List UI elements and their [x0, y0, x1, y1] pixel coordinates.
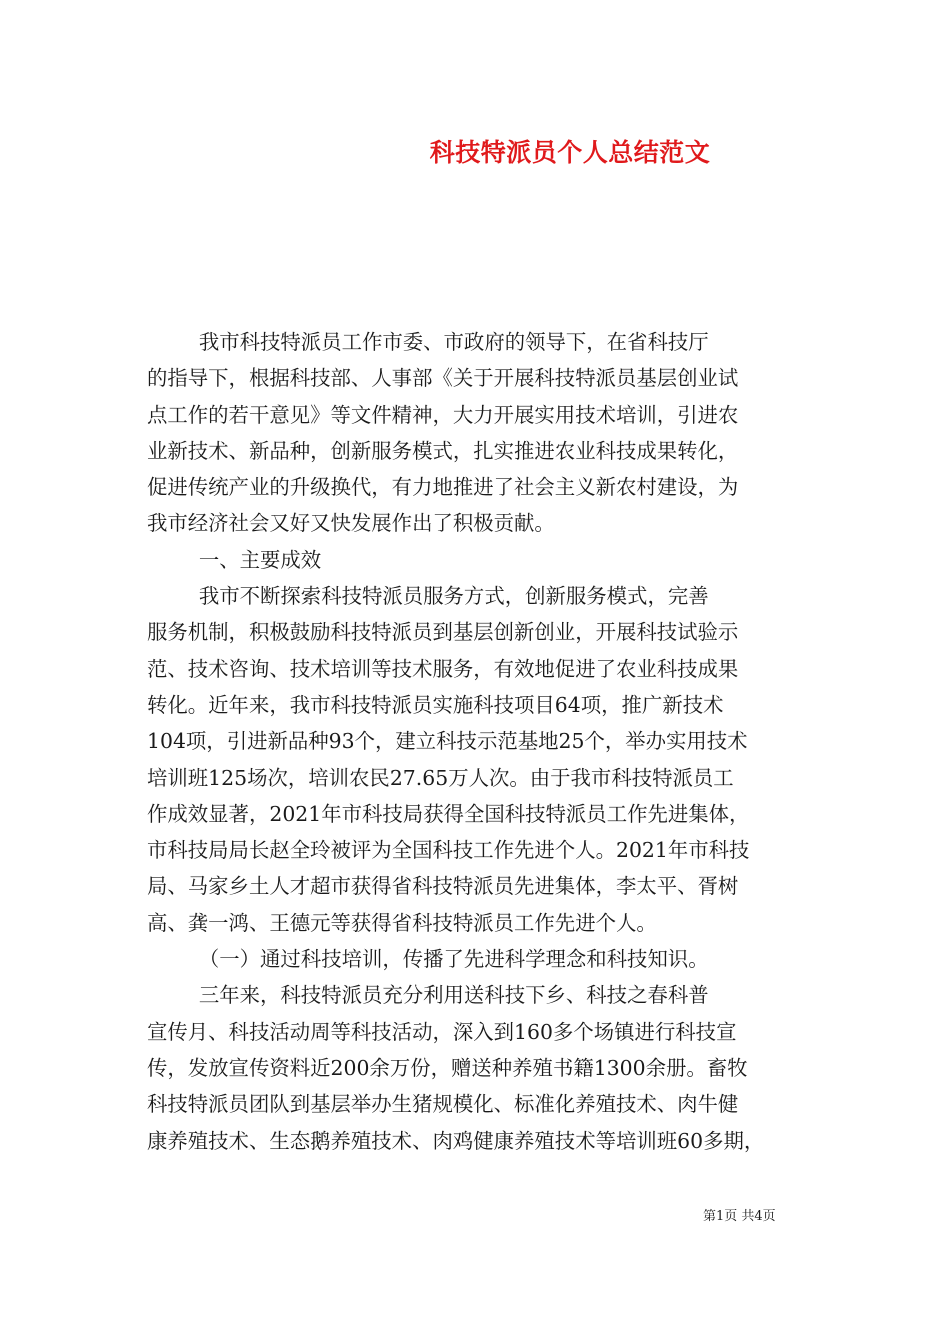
- page-number: 第1页 共4页: [703, 1209, 776, 1224]
- paragraph-line: 的指导下，根据科技部、人事部《关于开展科技特派员基层创业试: [147, 366, 739, 391]
- paragraph-line: 局、马家乡土人才超市获得省科技特派员先进集体，李太平、胥树: [147, 874, 739, 899]
- paragraph-line: 市科技局局长赵全玲被评为全国科技工作先进个人。2021年市科技: [147, 838, 750, 863]
- paragraph-line: 高、龚一鸿、王德元等获得省科技特派员工作先进个人。: [147, 910, 657, 935]
- document-body: [147, 324, 807, 1159]
- paragraph-line: 宣传月、科技活动周等科技活动，深入到160多个场镇进行科技宣: [147, 1019, 737, 1044]
- paragraph-line: 科技特派员团队到基层举办生猪规模化、标准化养殖技术、肉牛健: [147, 1092, 739, 1117]
- paragraph-line: 点工作的若干意见》等文件精神，大力开展实用技术培训，引进农: [147, 402, 739, 427]
- paragraph-line: 传，发放宣传资料近200余万份，赠送种养殖书籍1300余册。畜牧: [147, 1055, 748, 1080]
- paragraph-line: 我市不断探索科技特派员服务方式，创新服务模式，完善: [147, 584, 709, 609]
- paragraph-line: 康养殖技术、生态鹅养殖技术、肉鸡健康养殖技术等培训班60多期，: [147, 1128, 765, 1153]
- paragraph-line: 转化。近年来，我市科技特派员实施科技项目64项，推广新技术: [147, 692, 724, 717]
- section-heading: 一、主要成效: [147, 547, 322, 572]
- paragraph-line: 我市科技特派员工作市委、市政府的领导下，在省科技厅: [147, 330, 709, 354]
- paragraph-line: 业新技术、新品种，创新服务模式，扎实推进农业科技成果转化，: [147, 438, 739, 463]
- paragraph-line: 范、技术咨询、技术培训等技术服务，有效地促进了农业科技成果: [147, 656, 739, 681]
- paragraph-line: 作成效显著，2021年市科技局获得全国科技特派员工作先进集体，: [147, 801, 750, 826]
- document-title: 科技特派员个人总结范文: [429, 138, 711, 167]
- paragraph-line: 服务机制，积极鼓励科技特派员到基层创新创业，开展科技试验示: [147, 620, 739, 645]
- paragraph-line: 培训班125场次，培训农民27.65万人次。由于我市科技特派员工: [147, 765, 734, 790]
- subsection-heading: （一）通过科技培训，传播了先进科学理念和科技知识。: [147, 947, 709, 972]
- paragraph-line: 我市经济社会又好又快发展作出了积极贡献。: [147, 511, 555, 536]
- paragraph-line: 三年来，科技特派员充分利用送科技下乡、科技之春科普: [147, 983, 709, 1008]
- paragraph-line: 104项，引进新品种93个，建立科技示范基地25个，举办实用技术: [147, 729, 748, 754]
- paragraph-line: 促进传统产业的升级换代，有力地推进了社会主义新农村建设，为: [147, 475, 739, 500]
